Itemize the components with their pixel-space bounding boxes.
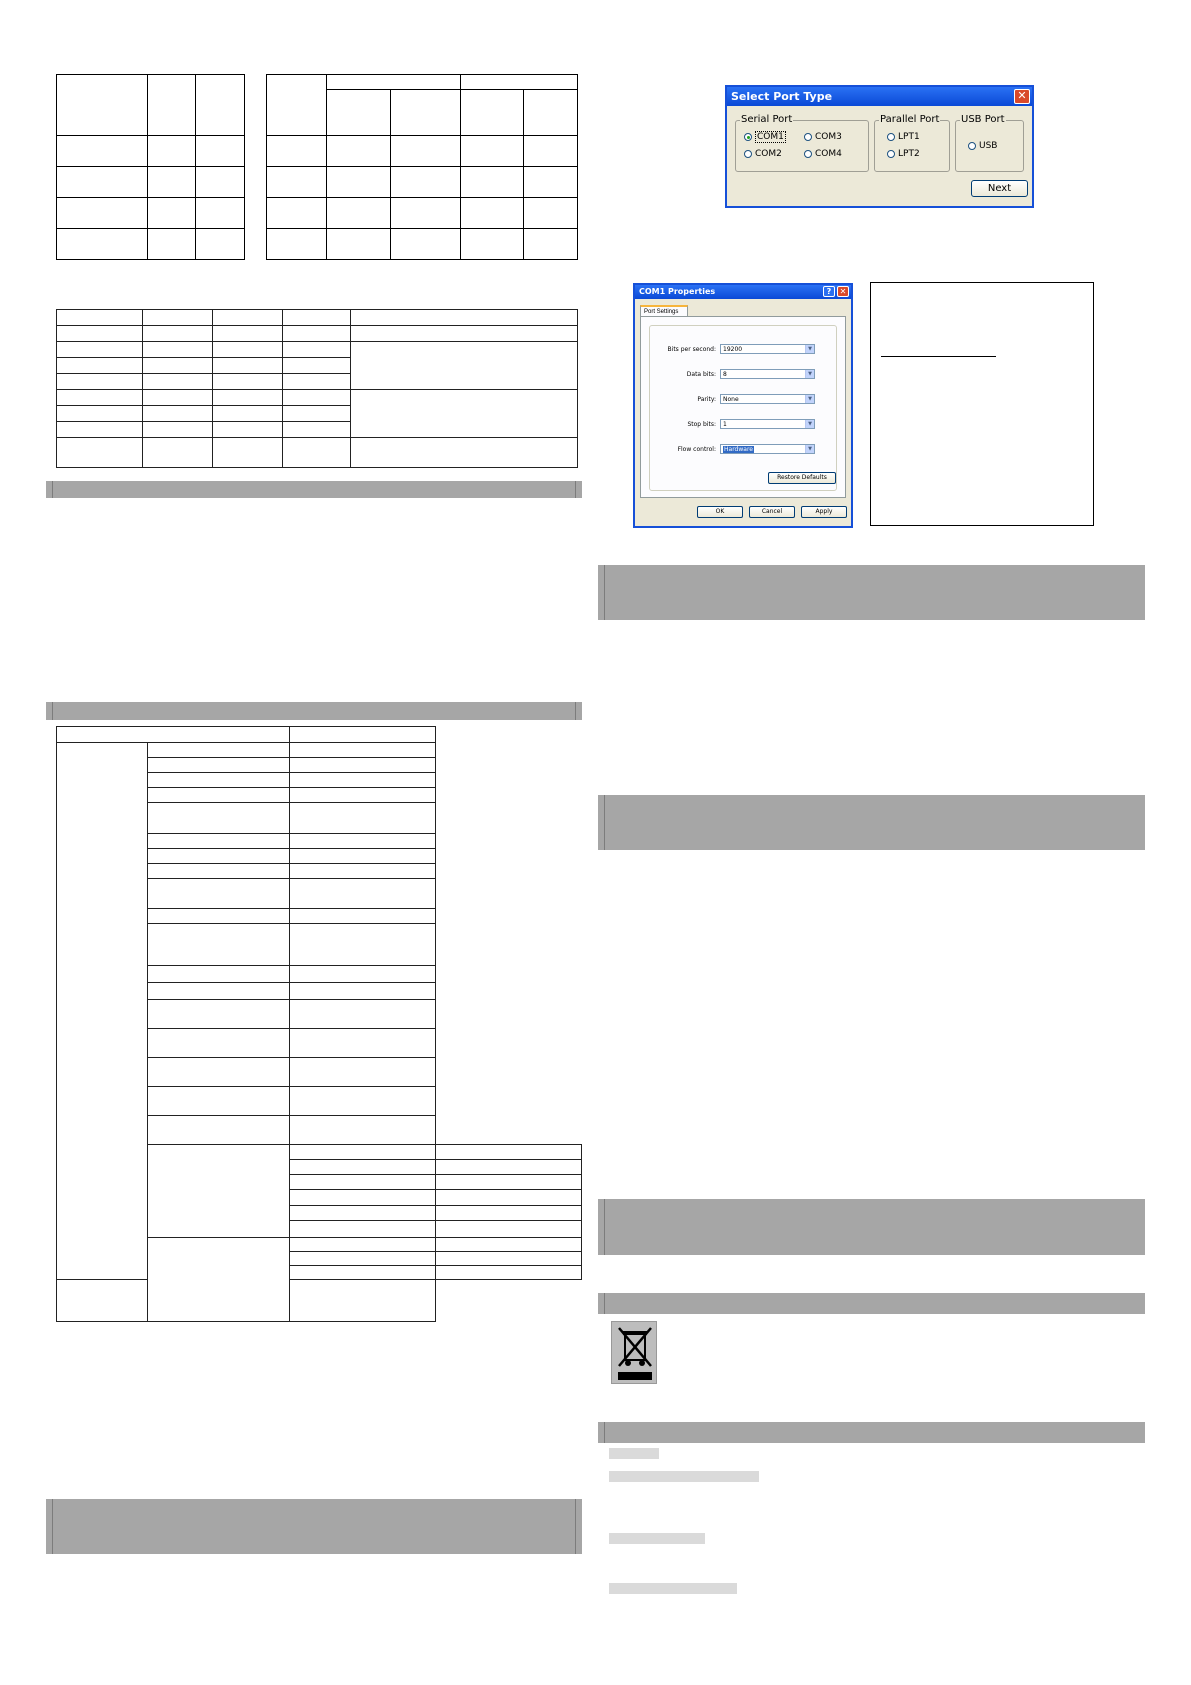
close-icon[interactable]: ✕ [1014, 89, 1030, 104]
section-bar-8 [598, 1422, 1145, 1443]
table-b [266, 74, 578, 260]
bits-per-second-select[interactable] [720, 344, 815, 354]
next-button[interactable] [971, 180, 1028, 197]
parity-label: Parity: [697, 396, 716, 403]
radio-lpt2[interactable] [887, 149, 920, 159]
radio-com3-label: COM3 [815, 132, 842, 142]
label-strip-1 [609, 1448, 659, 1459]
data-bits-value: 8 [723, 371, 727, 378]
note-box [870, 282, 1094, 526]
properties-title: COM1 Properties [639, 287, 716, 296]
weee-symbol [612, 1322, 658, 1385]
label-strip-2 [609, 1471, 759, 1482]
label-strip-3 [609, 1533, 705, 1544]
section-bar-2 [46, 702, 582, 720]
bits-per-second-value: 19200 [723, 346, 743, 353]
data-bits-label: Data bits: [686, 371, 716, 378]
port-settings-frame [649, 325, 837, 491]
chevron-down-icon: ▼ [805, 420, 814, 428]
radio-button-icon [804, 150, 812, 158]
radio-button-icon [744, 150, 752, 158]
properties-title-bar [635, 285, 851, 299]
radio-com1[interactable] [744, 132, 786, 142]
crossed-out-wheelie-bin-icon [611, 1321, 657, 1384]
radio-usb-label: USB [979, 141, 998, 151]
serial-port-legend: Serial Port [741, 114, 793, 125]
note-underline [881, 356, 996, 357]
radio-com4[interactable] [804, 149, 842, 159]
close-icon[interactable]: ✕ [837, 286, 849, 297]
port-settings-panel [640, 316, 846, 498]
data-bits-select[interactable] [720, 369, 815, 379]
radio-button-icon [887, 133, 895, 141]
parallel-port-group [874, 114, 950, 172]
section-bar-1 [46, 481, 582, 498]
label-strip-4 [609, 1583, 737, 1594]
ok-button[interactable]: OK [697, 506, 743, 518]
serial-port-group [735, 114, 869, 172]
radio-lpt2-label: LPT2 [898, 149, 920, 159]
help-icon[interactable]: ? [823, 286, 835, 297]
radio-com2-label: COM2 [755, 149, 782, 159]
dialog-title-bar [727, 87, 1032, 106]
section-bar-3 [46, 1499, 582, 1554]
radio-button-icon [968, 142, 976, 150]
parity-select[interactable] [720, 394, 815, 404]
radio-com2[interactable] [744, 149, 782, 159]
table-a [56, 74, 245, 260]
radio-button-icon [804, 133, 812, 141]
usb-port-group [955, 114, 1024, 172]
radio-button-icon [887, 150, 895, 158]
radio-lpt1[interactable] [887, 132, 920, 142]
parallel-port-legend: Parallel Port [880, 114, 940, 125]
radio-com4-label: COM4 [815, 149, 842, 159]
tab-port-settings[interactable]: Port Settings [640, 305, 688, 317]
next-button-label: Next [987, 183, 1012, 194]
select-port-type-dialog [725, 85, 1034, 208]
table-c [56, 309, 578, 468]
usb-port-legend: USB Port [961, 114, 1005, 125]
section-bar-5 [598, 795, 1145, 850]
apply-button[interactable]: Apply [801, 506, 847, 518]
flow-control-value: Hardware [724, 446, 753, 453]
stop-bits-value: 1 [723, 421, 727, 428]
restore-defaults-button[interactable]: Restore Defaults [768, 472, 836, 484]
radio-button-icon [744, 133, 752, 141]
stop-bits-select[interactable] [720, 419, 815, 429]
bits-per-second-label: Bits per second: [667, 346, 716, 353]
radio-usb[interactable] [968, 141, 997, 151]
stop-bits-label: Stop bits: [687, 421, 716, 428]
radio-lpt1-label: LPT1 [898, 132, 920, 142]
section-bar-4 [598, 565, 1145, 620]
chevron-down-icon: ▼ [805, 395, 814, 403]
parity-value: None [723, 396, 739, 403]
chevron-down-icon: ▼ [805, 445, 814, 453]
chevron-down-icon: ▼ [805, 370, 814, 378]
section-bar-6 [598, 1199, 1145, 1255]
com1-properties-dialog [633, 283, 853, 528]
section-bar-7 [598, 1293, 1145, 1314]
flow-control-label: Flow control: [677, 446, 716, 453]
spec-table [56, 726, 582, 1322]
radio-com1-label: COM1 [757, 132, 784, 142]
cancel-button[interactable]: Cancel [749, 506, 795, 518]
radio-com3[interactable] [804, 132, 842, 142]
chevron-down-icon: ▼ [805, 345, 814, 353]
flow-control-select[interactable] [720, 444, 815, 454]
dialog-title: Select Port Type [731, 90, 833, 103]
